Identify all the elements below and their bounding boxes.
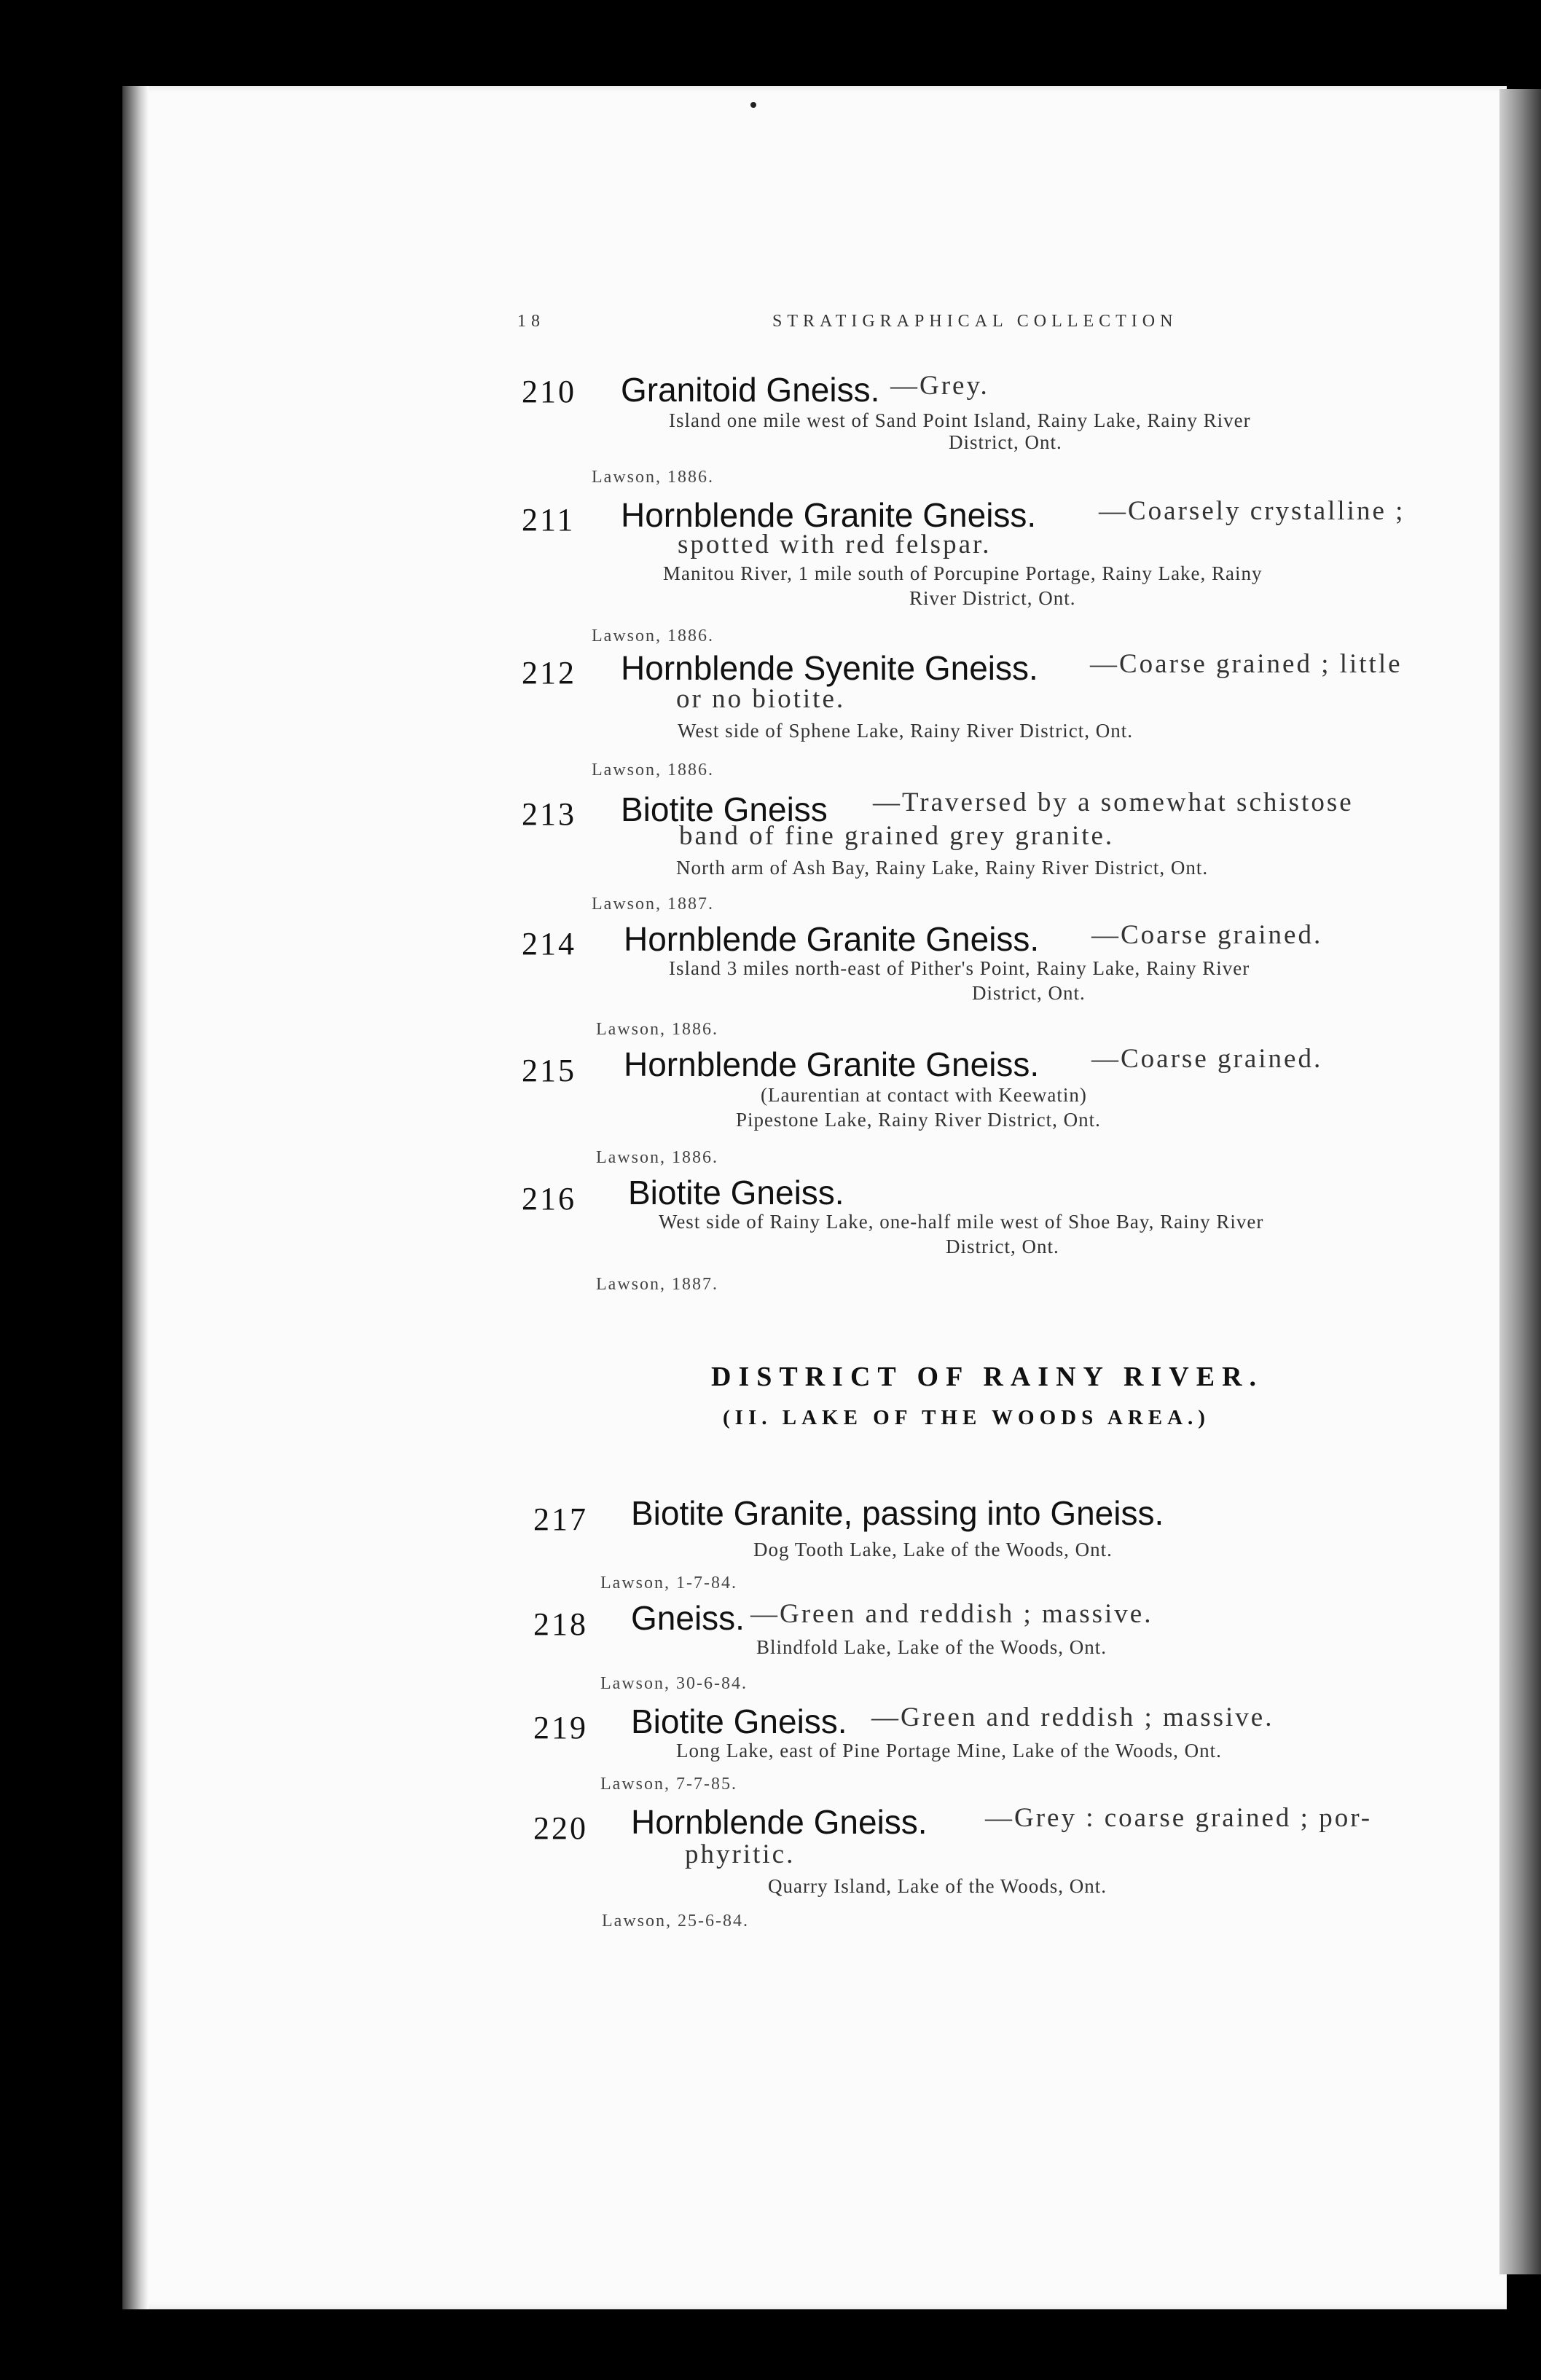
entry-description: —Coarsely crystalline ; <box>1099 496 1405 526</box>
page-gutter-shadow <box>122 86 149 2309</box>
entry-author: Lawson, 1887. <box>592 895 714 914</box>
page-number: 18 <box>517 312 545 331</box>
entry-location: West side of Sphene Lake, Rainy River District, Ont. <box>678 720 1133 742</box>
entry-location: Island one mile west of Sand Point Island, Rainy Lake, Rainy River <box>669 409 1251 431</box>
entry-location: Pipestone Lake, Rainy River District, Ont. <box>736 1109 1101 1131</box>
entry-note: (Laurentian at contact with Keewatin) <box>761 1084 1087 1106</box>
entry-title: Hornblende Gneiss. <box>631 1803 928 1841</box>
entry-location: Blindfold Lake, Lake of the Woods, Ont. <box>756 1636 1107 1658</box>
entry-location: Island 3 miles north-east of Pither's Point, Rainy Lake, Rainy River <box>669 957 1250 979</box>
entry-title: Biotite Gneiss <box>621 790 828 828</box>
entry-description: —Traversed by a somewhat schistose <box>873 788 1354 817</box>
entry-location: Quarry Island, Lake of the Woods, Ont. <box>768 1875 1107 1897</box>
entry-author: Lawson, 1887. <box>596 1275 718 1294</box>
entry-number: 215 <box>522 1053 576 1088</box>
entry-location: Long Lake, east of Pine Portage Mine, Lake of the Woods, Ont. <box>676 1740 1222 1762</box>
entry-location-cont: River District, Ont. <box>909 587 1076 609</box>
entry-location: Manitou River, 1 mile south of Porcupine Portage, Rainy Lake, Rainy <box>663 562 1263 584</box>
entry-author: Lawson, 1886. <box>592 468 714 487</box>
entry-number: 218 <box>533 1606 588 1642</box>
entry-title: Hornblende Granite Gneiss. <box>621 496 1037 534</box>
entry-description: —Coarse grained. <box>1091 920 1323 950</box>
entry-location: North arm of Ash Bay, Rainy Lake, Rainy River District, Ont. <box>676 857 1209 879</box>
entry-title: Biotite Granite, passing into Gneiss. <box>631 1494 1164 1532</box>
entry-author: Lawson, 25-6-84. <box>602 1912 749 1931</box>
entry-title: Granitoid Gneiss. <box>621 371 880 409</box>
entry-location-cont: District, Ont. <box>946 1236 1059 1257</box>
section-heading: DISTRICT OF RAINY RIVER. <box>711 1362 1264 1392</box>
page-edge-shadow <box>1499 89 1541 2274</box>
entry-title: Hornblende Granite Gneiss. <box>624 1045 1040 1083</box>
entry-description: —Coarse grained. <box>1091 1044 1323 1074</box>
entry-description-cont: spotted with red felspar. <box>678 530 992 559</box>
entry-author: Lawson, 1886. <box>596 1148 718 1167</box>
entry-number: 213 <box>522 796 576 832</box>
entry-number: 210 <box>522 374 576 409</box>
entry-number: 216 <box>522 1181 576 1217</box>
entry-title: Biotite Gneiss. <box>631 1702 847 1740</box>
entry-number: 212 <box>522 655 576 691</box>
entry-location: Dog Tooth Lake, Lake of the Woods, Ont. <box>753 1539 1113 1560</box>
entry-location: West side of Rainy Lake, one-half mile west of Shoe Bay, Rainy River <box>659 1211 1264 1233</box>
entry-author: Lawson, 1886. <box>592 627 714 645</box>
entry-author: Lawson, 1886. <box>592 761 714 779</box>
entry-author: Lawson, 30-6-84. <box>600 1674 748 1693</box>
entry-author: Lawson, 1-7-84. <box>600 1574 737 1592</box>
ink-speck <box>750 102 756 108</box>
entry-title: Biotite Gneiss. <box>628 1174 844 1211</box>
entry-description-cont: phyritic. <box>685 1839 796 1869</box>
entry-location-cont: District, Ont. <box>949 431 1062 453</box>
entry-number: 214 <box>522 926 576 962</box>
entry-title: Gneiss. <box>631 1599 745 1637</box>
entry-title: Hornblende Syenite Gneiss. <box>621 649 1038 687</box>
entry-description: —Coarse grained ; little <box>1090 649 1403 679</box>
entry-description: —Green and reddish ; massive. <box>871 1702 1274 1732</box>
entry-number: 220 <box>533 1810 588 1846</box>
entry-number: 217 <box>533 1501 588 1537</box>
entry-number: 211 <box>522 502 576 538</box>
entry-description: —Green and reddish ; massive. <box>750 1599 1153 1629</box>
entry-author: Lawson, 7-7-85. <box>600 1775 737 1794</box>
entry-description-cont: band of fine grained grey granite. <box>679 821 1115 851</box>
section-subheading: (II. LAKE OF THE WOODS AREA.) <box>723 1406 1210 1429</box>
entry-location-cont: District, Ont. <box>972 982 1086 1004</box>
running-title: STRATIGRAPHICAL COLLECTION <box>772 312 1178 331</box>
entry-author: Lawson, 1886. <box>596 1020 718 1039</box>
entry-description: —Grey : coarse grained ; por- <box>985 1803 1373 1833</box>
entry-description: —Grey. <box>890 371 989 401</box>
entry-title: Hornblende Granite Gneiss. <box>624 920 1040 958</box>
entry-number: 219 <box>533 1710 588 1745</box>
entry-description-cont: or no biotite. <box>676 684 846 714</box>
